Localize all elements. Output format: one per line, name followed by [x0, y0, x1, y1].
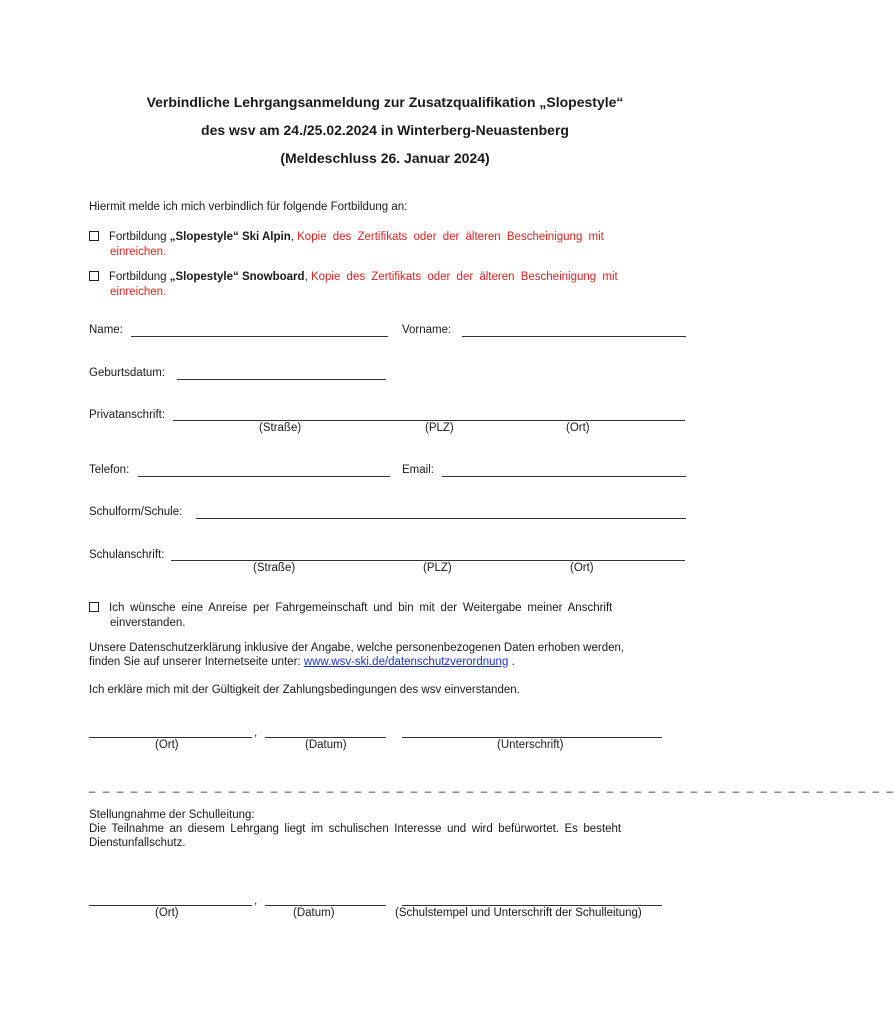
telefon-field[interactable] — [138, 476, 390, 477]
datum-field[interactable] — [265, 737, 386, 738]
schulanschrift-field[interactable] — [171, 560, 685, 561]
geburtsdatum-label: Geburtsdatum: — [89, 367, 166, 379]
caption-strasse: (Straße) — [259, 422, 302, 434]
payment-text: Ich erkläre mich mit der Gültigkeit der Zahlungsbedingungen des wsv einverstanden. — [89, 684, 520, 696]
caption-ort: (Ort) — [155, 739, 179, 751]
option-bold-label: „Slopestyle“ Ski Alpin — [169, 231, 291, 243]
option-separator: , — [290, 231, 298, 243]
email-field[interactable] — [442, 476, 686, 477]
name-label: Name: — [89, 324, 123, 336]
caption-datum: (Datum) — [293, 907, 335, 919]
privacy-text-line2 — [89, 655, 515, 669]
privacy-text-prefix: finden Sie auf unserer Internetseite unter: — [89, 656, 304, 668]
privacy-text-end: . — [508, 656, 515, 668]
datum-field[interactable] — [265, 905, 386, 906]
caption-strasse: (Straße) — [253, 562, 296, 574]
caption-ort: (Ort) — [155, 907, 179, 919]
option-note-cont: einreichen. — [110, 246, 167, 258]
caption-unterschrift: (Unterschrift) — [497, 739, 564, 751]
option-prefix: Fortbildung — [109, 271, 170, 283]
checkbox-ski-alpin[interactable] — [89, 231, 99, 241]
geburtsdatum-field[interactable] — [177, 379, 386, 380]
unterschrift-field[interactable] — [402, 737, 662, 738]
option-snowboard[interactable] — [89, 270, 618, 284]
comma: , — [254, 727, 258, 739]
schulform-field[interactable] — [196, 518, 686, 519]
carpool-text: Ich wünsche eine Anreise per Fahrgemeinschaft und bin mit der Weitergabe meiner Anschrift — [109, 602, 613, 614]
school-text: Die Teilnahme an diesem Lehrgang liegt im schulischen Interesse und wird befürwortet. Es besteht — [89, 823, 622, 835]
vorname-label: Vorname: — [402, 324, 452, 336]
privacy-text: Unsere Datenschutzerklärung inklusive der Angabe, welche personenbezogenen Daten erhoben werden, — [89, 642, 625, 654]
title-line-2: des wsv am 24./25.02.2024 in Winterberg-Neuastenberg — [201, 122, 569, 138]
school-text-cont: Dienstunfallschutz. — [89, 837, 186, 849]
checkbox-carpool[interactable] — [89, 602, 99, 612]
comma: , — [254, 895, 258, 907]
option-bold-label: „Slopestyle“ Snowboard — [169, 271, 305, 283]
option-separator: , — [304, 271, 311, 283]
ort-field[interactable] — [89, 737, 252, 738]
privatanschrift-label: Privatanschrift: — [89, 409, 166, 421]
telefon-label: Telefon: — [89, 464, 130, 476]
name-field[interactable] — [131, 336, 388, 337]
carpool-option[interactable] — [89, 601, 697, 615]
caption-ort: (Ort) — [566, 422, 590, 434]
caption-plz: (PLZ) — [423, 562, 452, 574]
schulstempel-field[interactable] — [402, 905, 662, 906]
caption-plz: (PLZ) — [425, 422, 454, 434]
title-line-3: (Meldeschluss 26. Januar 2024) — [280, 150, 490, 166]
email-label: Email: — [402, 464, 434, 476]
caption-datum: (Datum) — [305, 739, 347, 751]
vorname-field[interactable] — [462, 336, 686, 337]
title-line-1: Verbindliche Lehrgangsanmeldung zur Zusatzqualifikation „Slopestyle“ — [146, 94, 624, 110]
privacy-link[interactable]: www.wsv-ski.de/datenschutzverordnung — [303, 656, 509, 668]
option-ski-alpin[interactable] — [89, 230, 604, 244]
ort-field[interactable] — [89, 905, 252, 906]
schulform-label: Schulform/Schule: — [89, 506, 183, 518]
option-note: Kopie des Zertifikats oder der älteren Bescheinigung mit — [310, 271, 618, 283]
school-heading: Stellungnahme der Schulleitung: — [89, 809, 255, 821]
caption-ort: (Ort) — [570, 562, 594, 574]
option-note-cont: einreichen. — [110, 286, 167, 298]
separator-line: _ _ _ _ _ _ _ _ _ _ _ _ _ _ _ _ _ _ _ _ _ _ _ _ _ _ _ _ _ _ _ _ _ _ _ _ _ _ _ _ _ _ _ _ _ _ _ _ _ _ _ _ _ _ _ _ _ _ — [89, 781, 895, 793]
privatanschrift-field[interactable] — [173, 420, 685, 421]
option-prefix: Fortbildung — [109, 231, 170, 243]
caption-schulstempel: (Schulstempel und Unterschrift der Schulleitung) — [395, 907, 642, 919]
intro-text: Hiermit melde ich mich verbindlich für folgende Fortbildung an: — [89, 201, 408, 213]
carpool-text-cont: einverstanden. — [110, 617, 186, 629]
schulanschrift-label: Schulanschrift: — [89, 549, 165, 561]
option-note: Kopie des Zertifikats oder der älteren Bescheinigung mit — [297, 231, 604, 243]
checkbox-snowboard[interactable] — [89, 271, 99, 281]
